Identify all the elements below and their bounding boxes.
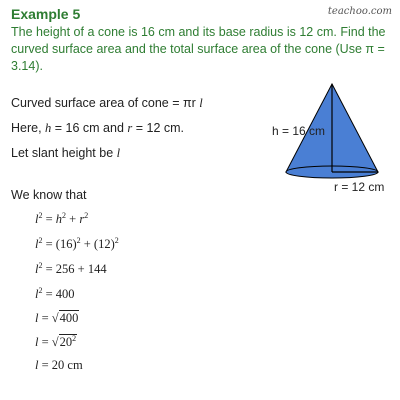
- step-root: l = √400: [35, 311, 79, 325]
- brand-logo: teachoo.com: [327, 6, 392, 17]
- step-pythagoras: $l^2 = h^2 + r^2$: [35, 211, 89, 226]
- example-title: Example 5: [11, 6, 81, 22]
- radius-label: r = 12 cm: [334, 180, 385, 194]
- height-label: h = 16 cm: [272, 124, 326, 138]
- question-text: The height of a cone is 16 cm and its base radius is 12 cm. Find the curved surface area and the total surface area of the cone (Use π = 3.14).: [11, 25, 386, 73]
- step-substitute: $l^2 = (16)^2 + (12)^2$: [35, 236, 119, 251]
- step-result: l = 20 cm: [35, 358, 83, 372]
- slant-height-line: Let slant height be l: [11, 146, 121, 160]
- given-values-line: Here, h = 16 cm and r = 12 cm.: [11, 121, 185, 135]
- we-know-line: We know that: [11, 188, 87, 202]
- step-squares: $l^2 = 256 + 144$: [35, 261, 107, 276]
- step-root-square: $l = √20^2$: [35, 334, 77, 349]
- csa-formula-line: Curved surface area of cone = πr l: [11, 96, 203, 110]
- step-sum: $l^2 = 400$: [35, 286, 75, 301]
